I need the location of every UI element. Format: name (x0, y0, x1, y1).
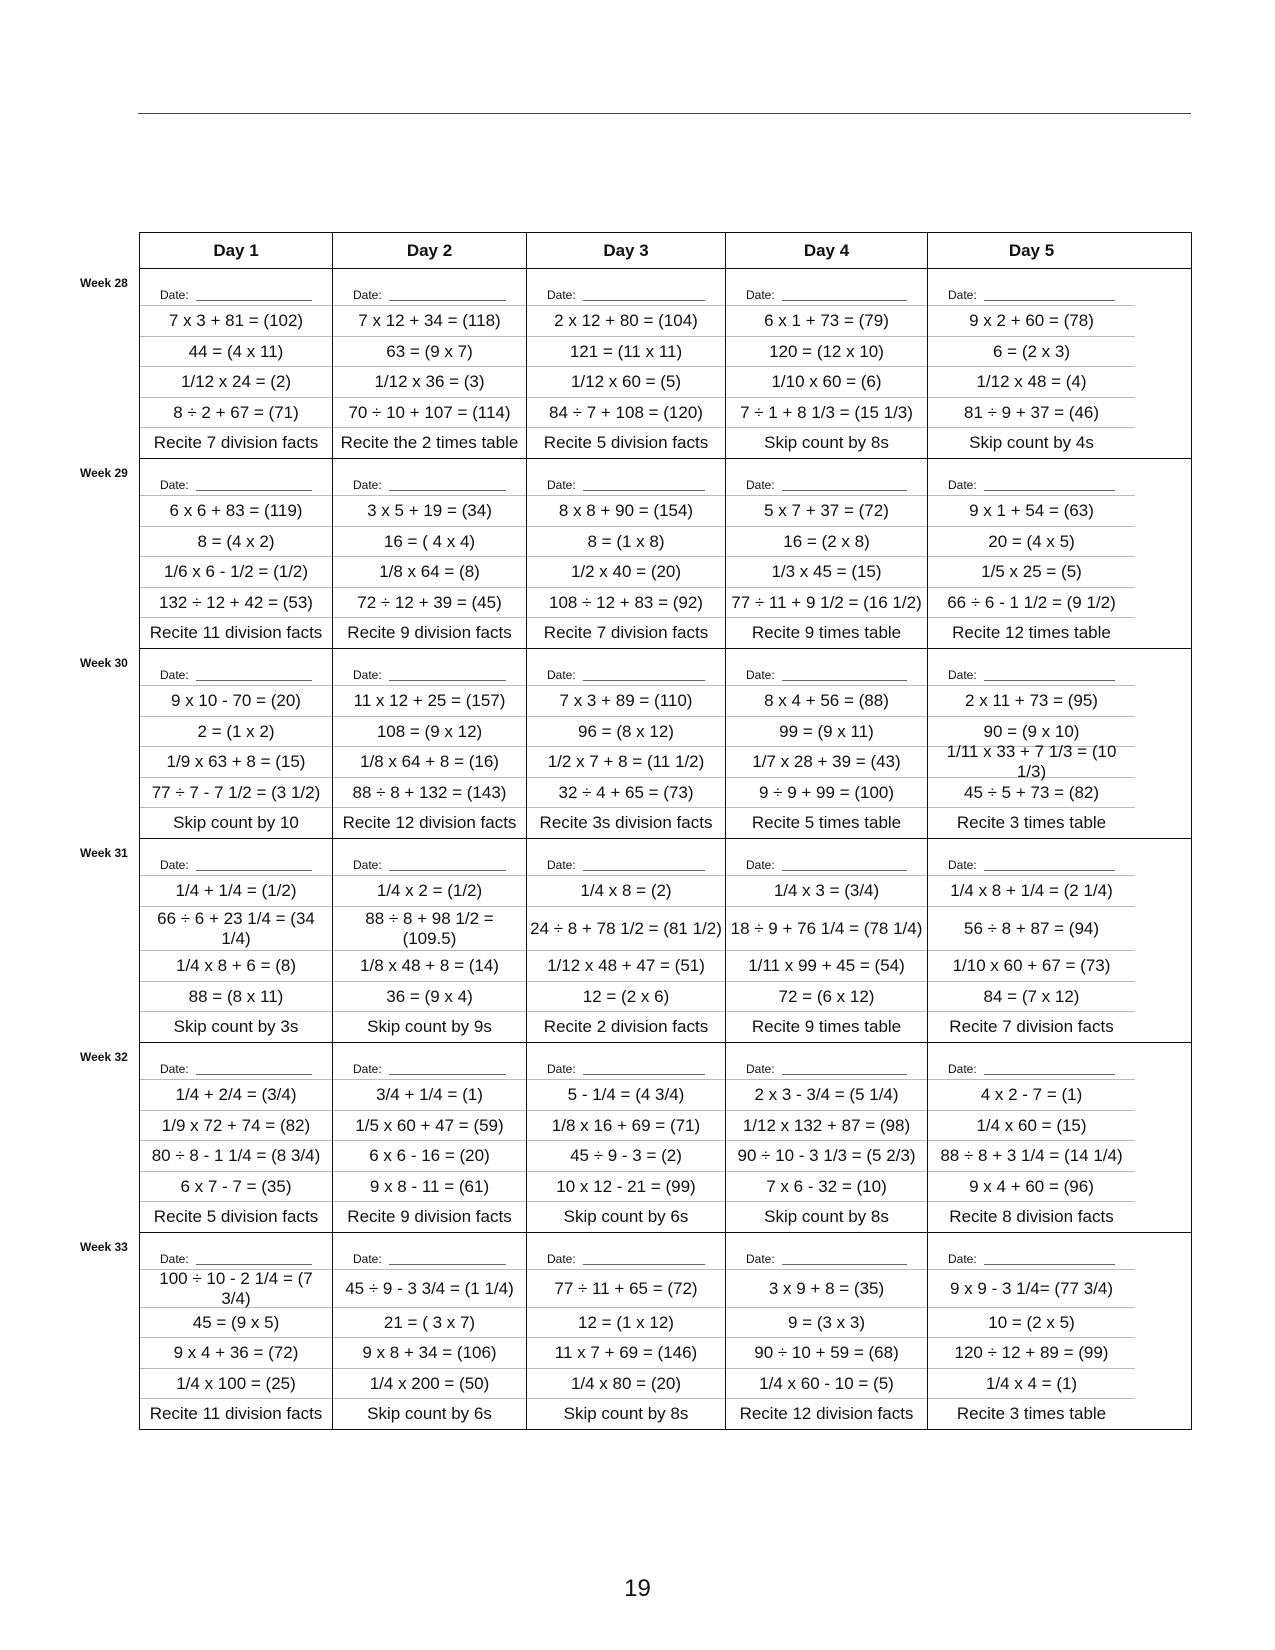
weeks-container (70, 268, 1192, 1430)
week-block (70, 1042, 1192, 1232)
date-label: Date: (353, 858, 382, 872)
problem-cell: Skip count by 6s (563, 1207, 689, 1226)
problem-cell: 72 ÷ 12 + 39 = (45) (333, 588, 526, 618)
date-label: Date: (160, 478, 189, 492)
problem-cell: 3/4 + 1/4 = (1) (333, 1080, 526, 1111)
problem-cell: Recite 12 times table (952, 623, 1111, 642)
problem-cell: 108 = (9 x 12) (333, 717, 526, 747)
problem-cell: 9 x 4 + 36 = (72) (140, 1338, 332, 1369)
week-block (70, 268, 1192, 458)
problem-cell: Skip count by 4s (969, 433, 1094, 452)
problem-cell: Skip count by 8s (563, 1404, 689, 1423)
problem-cell: 6 = (2 x 3) (928, 337, 1135, 367)
problem-cell: 2 x 12 + 80 = (104) (527, 306, 725, 337)
problem-cell: 1/4 x 8 + 6 = (8) (140, 951, 332, 982)
date-field[interactable] (726, 459, 927, 496)
problem-cell: Recite 9 division facts (347, 1207, 512, 1226)
problem-cell: 88 ÷ 8 + 98 1/2 = (109.5) (333, 907, 526, 951)
problem-cell: 99 = (9 x 11) (726, 717, 927, 747)
problem-cell: 4 x 2 - 7 = (1) (928, 1080, 1135, 1111)
week-grid (139, 268, 1192, 458)
date-field[interactable] (333, 269, 526, 306)
date-label: Date: (547, 668, 576, 682)
problem-cell: 6 x 6 - 16 = (20) (333, 1141, 526, 1172)
problem-cell: 8 x 8 + 90 = (154) (527, 496, 725, 527)
problem-cell: Recite 8 division facts (949, 1207, 1114, 1226)
week-grid (139, 648, 1192, 838)
date-field[interactable] (726, 839, 927, 876)
problem-cell: 63 = (9 x 7) (333, 337, 526, 367)
problem-cell: 80 ÷ 8 - 1 1/4 = (8 3/4) (140, 1141, 332, 1172)
problem-cell: 5 x 7 + 37 = (72) (726, 496, 927, 527)
day-column (333, 1233, 527, 1429)
problem-cell: 90 ÷ 10 - 3 1/3 = (5 2/3) (726, 1141, 927, 1172)
problem-cell: Recite 5 division facts (153, 1207, 319, 1226)
problem-cell: 1/4 x 4 = (1) (928, 1369, 1135, 1399)
problem-cell: 1/4 + 1/4 = (1/2) (140, 876, 332, 907)
date-blank-line (782, 1074, 907, 1075)
problem-cell: 7 ÷ 1 + 8 1/3 = (15 1/3) (726, 398, 927, 428)
date-blank-line (782, 870, 907, 871)
problem-cell: 132 ÷ 12 + 42 = (53) (140, 588, 332, 618)
problem-cell: 77 ÷ 11 + 65 = (72) (527, 1270, 725, 1308)
week-label: Week 31 (80, 846, 128, 860)
problem-cell: 1/7 x 28 + 39 = (43) (726, 747, 927, 778)
date-field[interactable] (928, 269, 1135, 306)
date-field[interactable] (726, 649, 927, 686)
day-column (726, 269, 928, 458)
date-blank-line (196, 870, 312, 871)
date-label: Date: (353, 288, 382, 302)
problem-cell: 7 x 3 + 81 = (102) (140, 306, 332, 337)
problem-cell: 9 x 9 - 3 1/4= (77 3/4) (928, 1270, 1135, 1308)
table-header (139, 232, 1192, 268)
problem-cell: 1/5 x 25 = (5) (928, 557, 1135, 588)
day-column (726, 839, 928, 1042)
problem-cell: 6 x 6 + 83 = (119) (140, 496, 332, 527)
problem-cell: 2 x 11 + 73 = (95) (928, 686, 1135, 717)
day-column (527, 839, 726, 1042)
date-field[interactable] (527, 1043, 725, 1080)
day-column (527, 1043, 726, 1232)
date-field[interactable] (527, 649, 725, 686)
date-field[interactable] (726, 1043, 927, 1080)
problem-cell: 7 x 12 + 34 = (118) (333, 306, 526, 337)
problem-cell: 1/10 x 60 + 67 = (73) (928, 951, 1135, 982)
date-blank-line (196, 1264, 312, 1265)
problem-cell: Recite 5 times table (751, 813, 902, 832)
problem-cell: 1/12 x 36 = (3) (333, 367, 526, 398)
problem-cell: 77 ÷ 7 - 7 1/2 = (3 1/2) (140, 778, 332, 808)
page-number: 19 (624, 1575, 651, 1602)
problem-cell: 1/12 x 48 + 47 = (51) (527, 951, 725, 982)
date-field[interactable] (928, 839, 1135, 876)
day-column (726, 1043, 928, 1232)
problem-cell: 96 = (8 x 12) (527, 717, 725, 747)
problem-cell: 3 x 5 + 19 = (34) (333, 496, 526, 527)
problem-cell: 1/6 x 6 - 1/2 = (1/2) (140, 557, 332, 588)
date-label: Date: (353, 1252, 382, 1266)
date-field[interactable] (928, 1233, 1135, 1270)
day-column (333, 1043, 527, 1232)
day-column (333, 269, 527, 458)
problem-cell: 66 ÷ 6 - 1 1/2 = (9 1/2) (928, 588, 1135, 618)
problem-cell: 2 = (1 x 2) (140, 717, 332, 747)
date-blank-line (389, 1264, 506, 1265)
problem-cell: 45 ÷ 9 - 3 3/4 = (1 1/4) (333, 1270, 526, 1308)
day-column (726, 1233, 928, 1429)
date-blank-line (583, 300, 705, 301)
date-label: Date: (746, 478, 775, 492)
day-column (140, 839, 333, 1042)
problem-cell: 84 = (7 x 12) (928, 982, 1135, 1012)
date-blank-line (389, 300, 506, 301)
problem-cell: 70 ÷ 10 + 107 = (114) (333, 398, 526, 428)
date-blank-line (196, 680, 312, 681)
week-label: Week 30 (80, 656, 128, 670)
problem-cell: 9 = (3 x 3) (726, 1308, 927, 1338)
date-field[interactable] (333, 1233, 526, 1270)
day-column (726, 649, 928, 838)
problem-cell: 77 ÷ 11 + 9 1/2 = (16 1/2) (726, 588, 927, 618)
week-grid (139, 838, 1192, 1042)
day-column (726, 459, 928, 648)
problem-cell: Recite 5 division facts (543, 433, 709, 452)
problem-cell: Recite 2 division facts (543, 1017, 709, 1036)
day-header: Day 5 (1008, 240, 1055, 260)
problem-cell: Recite 7 division facts (153, 433, 319, 452)
problem-cell: 8 = (4 x 2) (140, 527, 332, 557)
problem-cell: 81 ÷ 9 + 37 = (46) (928, 398, 1135, 428)
problem-cell: Skip count by 6s (367, 1404, 492, 1423)
week-label: Week 28 (80, 276, 128, 290)
week-block (70, 458, 1192, 648)
date-field[interactable] (333, 1043, 526, 1080)
date-field[interactable] (928, 649, 1135, 686)
week-grid (139, 1042, 1192, 1232)
day-column (140, 1233, 333, 1429)
date-field[interactable] (140, 1233, 332, 1270)
problem-cell: 12 = (2 x 6) (527, 982, 725, 1012)
day-column (928, 1043, 1135, 1232)
week-block (70, 838, 1192, 1042)
problem-cell: 1/5 x 60 + 47 = (59) (333, 1111, 526, 1141)
problem-cell: Recite 12 division facts (739, 1404, 914, 1423)
problem-cell: 90 = (9 x 10) (928, 717, 1135, 747)
date-field[interactable] (140, 1043, 332, 1080)
day-header: Day 2 (333, 233, 527, 268)
week-grid (139, 1232, 1192, 1430)
date-label: Date: (547, 288, 576, 302)
problem-cell: Recite 3 times table (956, 813, 1107, 832)
problem-cell: 9 x 2 + 60 = (78) (928, 306, 1135, 337)
problem-cell: 45 ÷ 5 + 73 = (82) (928, 778, 1135, 808)
date-label: Date: (547, 1062, 576, 1076)
problem-cell: Recite 12 division facts (342, 813, 517, 832)
problem-cell: 8 ÷ 2 + 67 = (71) (140, 398, 332, 428)
day-column (928, 839, 1135, 1042)
problem-cell: Recite 9 times table (751, 1017, 902, 1036)
date-label: Date: (353, 1062, 382, 1076)
date-label: Date: (160, 858, 189, 872)
problem-cell: 1/8 x 64 + 8 = (16) (333, 747, 526, 778)
date-label: Date: (948, 1062, 977, 1076)
problem-cell: Skip count by 10 (173, 813, 299, 832)
date-field[interactable] (726, 269, 927, 306)
problem-cell: 1/12 x 24 = (2) (140, 367, 332, 398)
problem-cell: Skip count by 3s (173, 1017, 299, 1036)
problem-cell: 121 = (11 x 11) (527, 337, 725, 367)
week-block (70, 1232, 1192, 1430)
top-rule (138, 113, 1191, 114)
day-column (140, 1043, 333, 1232)
date-blank-line (984, 1074, 1115, 1075)
problem-cell: 20 = (4 x 5) (928, 527, 1135, 557)
date-label: Date: (948, 478, 977, 492)
date-field[interactable] (928, 1043, 1135, 1080)
problem-cell: 1/8 x 16 + 69 = (71) (527, 1111, 725, 1141)
week-label: Week 33 (80, 1240, 128, 1254)
problem-cell: 108 ÷ 12 + 83 = (92) (527, 588, 725, 618)
date-field[interactable] (527, 839, 725, 876)
problem-cell: Recite 9 times table (751, 623, 902, 642)
problem-cell: 1/3 x 45 = (15) (726, 557, 927, 588)
problem-cell: 1/4 x 80 = (20) (527, 1369, 725, 1399)
problem-cell: 5 - 1/4 = (4 3/4) (527, 1080, 725, 1111)
date-label: Date: (353, 668, 382, 682)
problem-cell: 10 x 12 - 21 = (99) (527, 1172, 725, 1202)
date-blank-line (782, 1264, 907, 1265)
day-column (928, 459, 1135, 648)
problem-cell: 88 = (8 x 11) (140, 982, 332, 1012)
date-blank-line (782, 300, 907, 301)
problem-cell: 1/2 x 7 + 8 = (11 1/2) (527, 747, 725, 778)
date-blank-line (389, 870, 506, 871)
problem-cell: Recite 7 division facts (543, 623, 709, 642)
day-column (527, 459, 726, 648)
problem-cell: 1/12 x 132 + 87 = (98) (726, 1111, 927, 1141)
day-column (928, 269, 1135, 458)
problem-cell: 1/2 x 40 = (20) (527, 557, 725, 588)
problem-cell: 21 = ( 3 x 7) (333, 1308, 526, 1338)
day-column (333, 649, 527, 838)
problem-cell: 84 ÷ 7 + 108 = (120) (527, 398, 725, 428)
date-label: Date: (746, 858, 775, 872)
problem-cell: 66 ÷ 6 + 23 1/4 = (34 1/4) (140, 907, 332, 951)
date-label: Date: (160, 668, 189, 682)
date-blank-line (984, 1264, 1115, 1265)
problem-cell: 1/12 x 48 = (4) (928, 367, 1135, 398)
date-label: Date: (547, 858, 576, 872)
problem-cell: 16 = (2 x 8) (726, 527, 927, 557)
problem-cell: 1/8 x 48 + 8 = (14) (333, 951, 526, 982)
date-field[interactable] (726, 1233, 927, 1270)
week-label: Week 32 (80, 1050, 128, 1064)
date-label: Date: (746, 1252, 775, 1266)
problem-cell: 1/4 x 8 = (2) (527, 876, 725, 907)
problem-cell: 8 x 4 + 56 = (88) (726, 686, 927, 717)
problem-cell: 1/4 x 3 = (3/4) (726, 876, 927, 907)
problem-cell: Recite 9 division facts (347, 623, 512, 642)
date-blank-line (196, 490, 312, 491)
problem-cell: 1/4 x 2 = (1/2) (333, 876, 526, 907)
problem-cell: 1/11 x 99 + 45 = (54) (726, 951, 927, 982)
problem-cell: 1/4 x 8 + 1/4 = (2 1/4) (928, 876, 1135, 907)
problem-cell: 11 x 12 + 25 = (157) (333, 686, 526, 717)
day-column (928, 1233, 1135, 1429)
date-blank-line (389, 1074, 506, 1075)
problem-cell: 88 ÷ 8 + 3 1/4 = (14 1/4) (928, 1141, 1135, 1172)
problem-cell: 88 ÷ 8 + 132 = (143) (333, 778, 526, 808)
problem-cell: 9 x 4 + 60 = (96) (928, 1172, 1135, 1202)
problem-cell: 44 = (4 x 11) (140, 337, 332, 367)
day-column (140, 459, 333, 648)
day-column (527, 1233, 726, 1429)
day-column (333, 459, 527, 648)
date-blank-line (583, 490, 705, 491)
day-column (527, 649, 726, 838)
problem-cell: Recite 3s division facts (539, 813, 713, 832)
problem-cell: 36 = (9 x 4) (333, 982, 526, 1012)
problem-cell: 1/11 x 33 + 7 1/3 = (10 1/3) (928, 747, 1135, 778)
date-blank-line (389, 680, 506, 681)
problem-cell: 1/4 x 60 = (15) (928, 1111, 1135, 1141)
problem-cell: Recite 11 division facts (149, 623, 323, 642)
date-blank-line (583, 1074, 705, 1075)
problem-cell: Skip count by 8s (764, 1207, 889, 1226)
day-header: Day 3 (527, 233, 726, 268)
problem-cell: Recite the 2 times table (340, 433, 519, 452)
problem-cell: 120 = (12 x 10) (726, 337, 927, 367)
date-field[interactable] (140, 459, 332, 496)
date-label: Date: (746, 1062, 775, 1076)
date-label: Date: (948, 1252, 977, 1266)
problem-cell: 45 = (9 x 5) (140, 1308, 332, 1338)
problem-cell: 7 x 3 + 89 = (110) (527, 686, 725, 717)
problem-cell: 9 ÷ 9 + 99 = (100) (726, 778, 927, 808)
problem-cell: 9 x 1 + 54 = (63) (928, 496, 1135, 527)
date-label: Date: (160, 288, 189, 302)
problem-cell: 16 = ( 4 x 4) (333, 527, 526, 557)
date-blank-line (583, 1264, 705, 1265)
problem-cell: 10 = (2 x 5) (928, 1308, 1135, 1338)
day-column (140, 649, 333, 838)
date-field[interactable] (140, 839, 332, 876)
date-blank-line (389, 490, 506, 491)
problem-cell: 1/4 x 200 = (50) (333, 1369, 526, 1399)
problem-cell: 24 ÷ 8 + 78 1/2 = (81 1/2) (527, 907, 725, 951)
date-field[interactable] (928, 459, 1135, 496)
date-field[interactable] (527, 269, 725, 306)
problem-cell: 11 x 7 + 69 = (146) (527, 1338, 725, 1369)
problem-cell: 6 x 7 - 7 = (35) (140, 1172, 332, 1202)
problem-cell: 1/8 x 64 = (8) (333, 557, 526, 588)
date-field[interactable] (333, 839, 526, 876)
date-blank-line (583, 870, 705, 871)
date-label: Date: (547, 478, 576, 492)
problem-cell: Skip count by 8s (764, 433, 889, 452)
date-field[interactable] (527, 459, 725, 496)
problem-cell: 1/9 x 63 + 8 = (15) (140, 747, 332, 778)
problem-cell: 18 ÷ 9 + 76 1/4 = (78 1/4) (726, 907, 927, 951)
problem-cell: Recite 7 division facts (949, 1017, 1114, 1036)
problem-cell: 45 ÷ 9 - 3 = (2) (527, 1141, 725, 1172)
problem-cell: Recite 3 times table (956, 1404, 1107, 1423)
problem-cell: 1/4 x 60 - 10 = (5) (726, 1369, 927, 1399)
problem-cell: 2 x 3 - 3/4 = (5 1/4) (726, 1080, 927, 1111)
date-field[interactable] (527, 1233, 725, 1270)
problem-cell: 32 ÷ 4 + 65 = (73) (527, 778, 725, 808)
date-label: Date: (948, 668, 977, 682)
date-blank-line (196, 300, 312, 301)
date-field[interactable] (140, 269, 332, 306)
day-header: Day 4 (726, 233, 928, 268)
date-blank-line (196, 1074, 312, 1075)
problem-cell: 56 ÷ 8 + 87 = (94) (928, 907, 1135, 951)
date-blank-line (984, 870, 1115, 871)
date-field[interactable] (333, 459, 526, 496)
date-label: Date: (948, 858, 977, 872)
problem-cell: 8 = (1 x 8) (527, 527, 725, 557)
problem-cell: 9 x 8 + 34 = (106) (333, 1338, 526, 1369)
problem-cell: Skip count by 9s (367, 1017, 492, 1036)
problem-cell: 9 x 8 - 11 = (61) (333, 1172, 526, 1202)
problem-cell: 1/12 x 60 = (5) (527, 367, 725, 398)
date-label: Date: (547, 1252, 576, 1266)
problem-cell: Recite 11 division facts (149, 1404, 323, 1423)
problem-cell: 6 x 1 + 73 = (79) (726, 306, 927, 337)
date-blank-line (984, 300, 1115, 301)
worksheet-table (70, 232, 1192, 1430)
problem-cell: 3 x 9 + 8 = (35) (726, 1270, 927, 1308)
week-grid (139, 458, 1192, 648)
date-label: Date: (160, 1252, 189, 1266)
date-label: Date: (948, 288, 977, 302)
date-label: Date: (353, 478, 382, 492)
problem-cell: 12 = (1 x 12) (527, 1308, 725, 1338)
day-header: Day 1 (140, 233, 333, 268)
date-blank-line (583, 680, 705, 681)
problem-cell: 1/9 x 72 + 74 = (82) (140, 1111, 332, 1141)
day-column (333, 839, 527, 1042)
problem-cell: 1/4 x 100 = (25) (140, 1369, 332, 1399)
day-column (527, 269, 726, 458)
problem-cell: 90 ÷ 10 + 59 = (68) (726, 1338, 927, 1369)
day-column (928, 649, 1135, 838)
week-label: Week 29 (80, 466, 128, 480)
date-blank-line (984, 680, 1115, 681)
week-block (70, 648, 1192, 838)
problem-cell: 100 ÷ 10 - 2 1/4 = (7 3/4) (140, 1270, 332, 1308)
date-label: Date: (746, 668, 775, 682)
date-label: Date: (160, 1062, 189, 1076)
date-field[interactable] (333, 649, 526, 686)
date-label: Date: (746, 288, 775, 302)
date-field[interactable] (140, 649, 332, 686)
date-blank-line (782, 680, 907, 681)
day-column (140, 269, 333, 458)
date-blank-line (782, 490, 907, 491)
problem-cell: 1/10 x 60 = (6) (726, 367, 927, 398)
date-blank-line (984, 490, 1115, 491)
problem-cell: 9 x 10 - 70 = (20) (140, 686, 332, 717)
problem-cell: 1/4 + 2/4 = (3/4) (140, 1080, 332, 1111)
problem-cell: 72 = (6 x 12) (726, 982, 927, 1012)
problem-cell: 120 ÷ 12 + 89 = (99) (928, 1338, 1135, 1369)
problem-cell: 7 x 6 - 32 = (10) (726, 1172, 927, 1202)
